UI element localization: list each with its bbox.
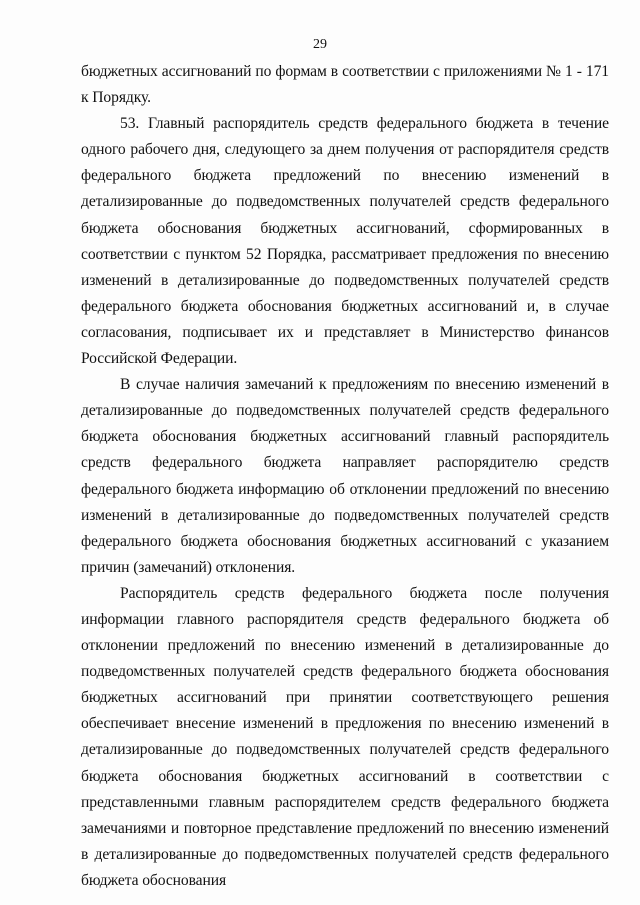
page-number: 29 bbox=[313, 37, 327, 52]
paragraph-53: 53. Главный распорядитель средств федерального бюджета в течение одного рабочего дня, следующего за днем получения от распорядителя средств федерального бюджета предложений по внесению изменений в детализированные до подведомственных получателей средств федерального бюджета обоснования бюджетных ассигнований, сформированных в соответствии с пунктом 52 Порядка, рассматривает предложения по внесению изменений в детализированные до подведомственных получателей средств федерального бюджета обоснования бюджетных ассигнований и, в случае согласования, подписывает их и представляет в Министерство финансов Российской Федерации. bbox=[81, 115, 609, 368]
document-body bbox=[81, 59, 609, 894]
paragraph-resubmission: Распорядитель средств федерального бюджета после получения информации главного распорядителя средств федерального бюджета об отклонении предложений по внесению изменений в детализированные до подведомственных получателей средств федерального бюджета обоснования бюджетных ассигнований при принятии соответствующего решения обеспечивает внесение изменений в предложения по внесению изменений в детализированные до подведомственных получателей средств федерального бюджета обоснования бюджетных ассигнований в соответствии с представленными главным распорядителем средств федерального бюджета замечаниями и повторное представление предложений по внесению изменений в детализированные до подведомственных получателей средств федерального бюджета обоснования bbox=[81, 584, 609, 889]
paragraph-continuation: бюджетных ассигнований по формам в соответствии с приложениями № 1 - 171 к Порядку. bbox=[81, 63, 609, 107]
paragraph-remarks: В случае наличия замечаний к предложениям по внесению изменений в детализированные до подведомственных получателей средств федерального бюджета обоснования бюджетных ассигнований главный распорядитель средств федерального бюджета направляет распорядителю средств федерального бюджета информацию об отклонении предложений по внесению изменений в детализированные до подведомственных получателей средств федерального бюджета обоснования бюджетных ассигнований с указанием причин (замечаний) отклонения. bbox=[81, 376, 609, 576]
